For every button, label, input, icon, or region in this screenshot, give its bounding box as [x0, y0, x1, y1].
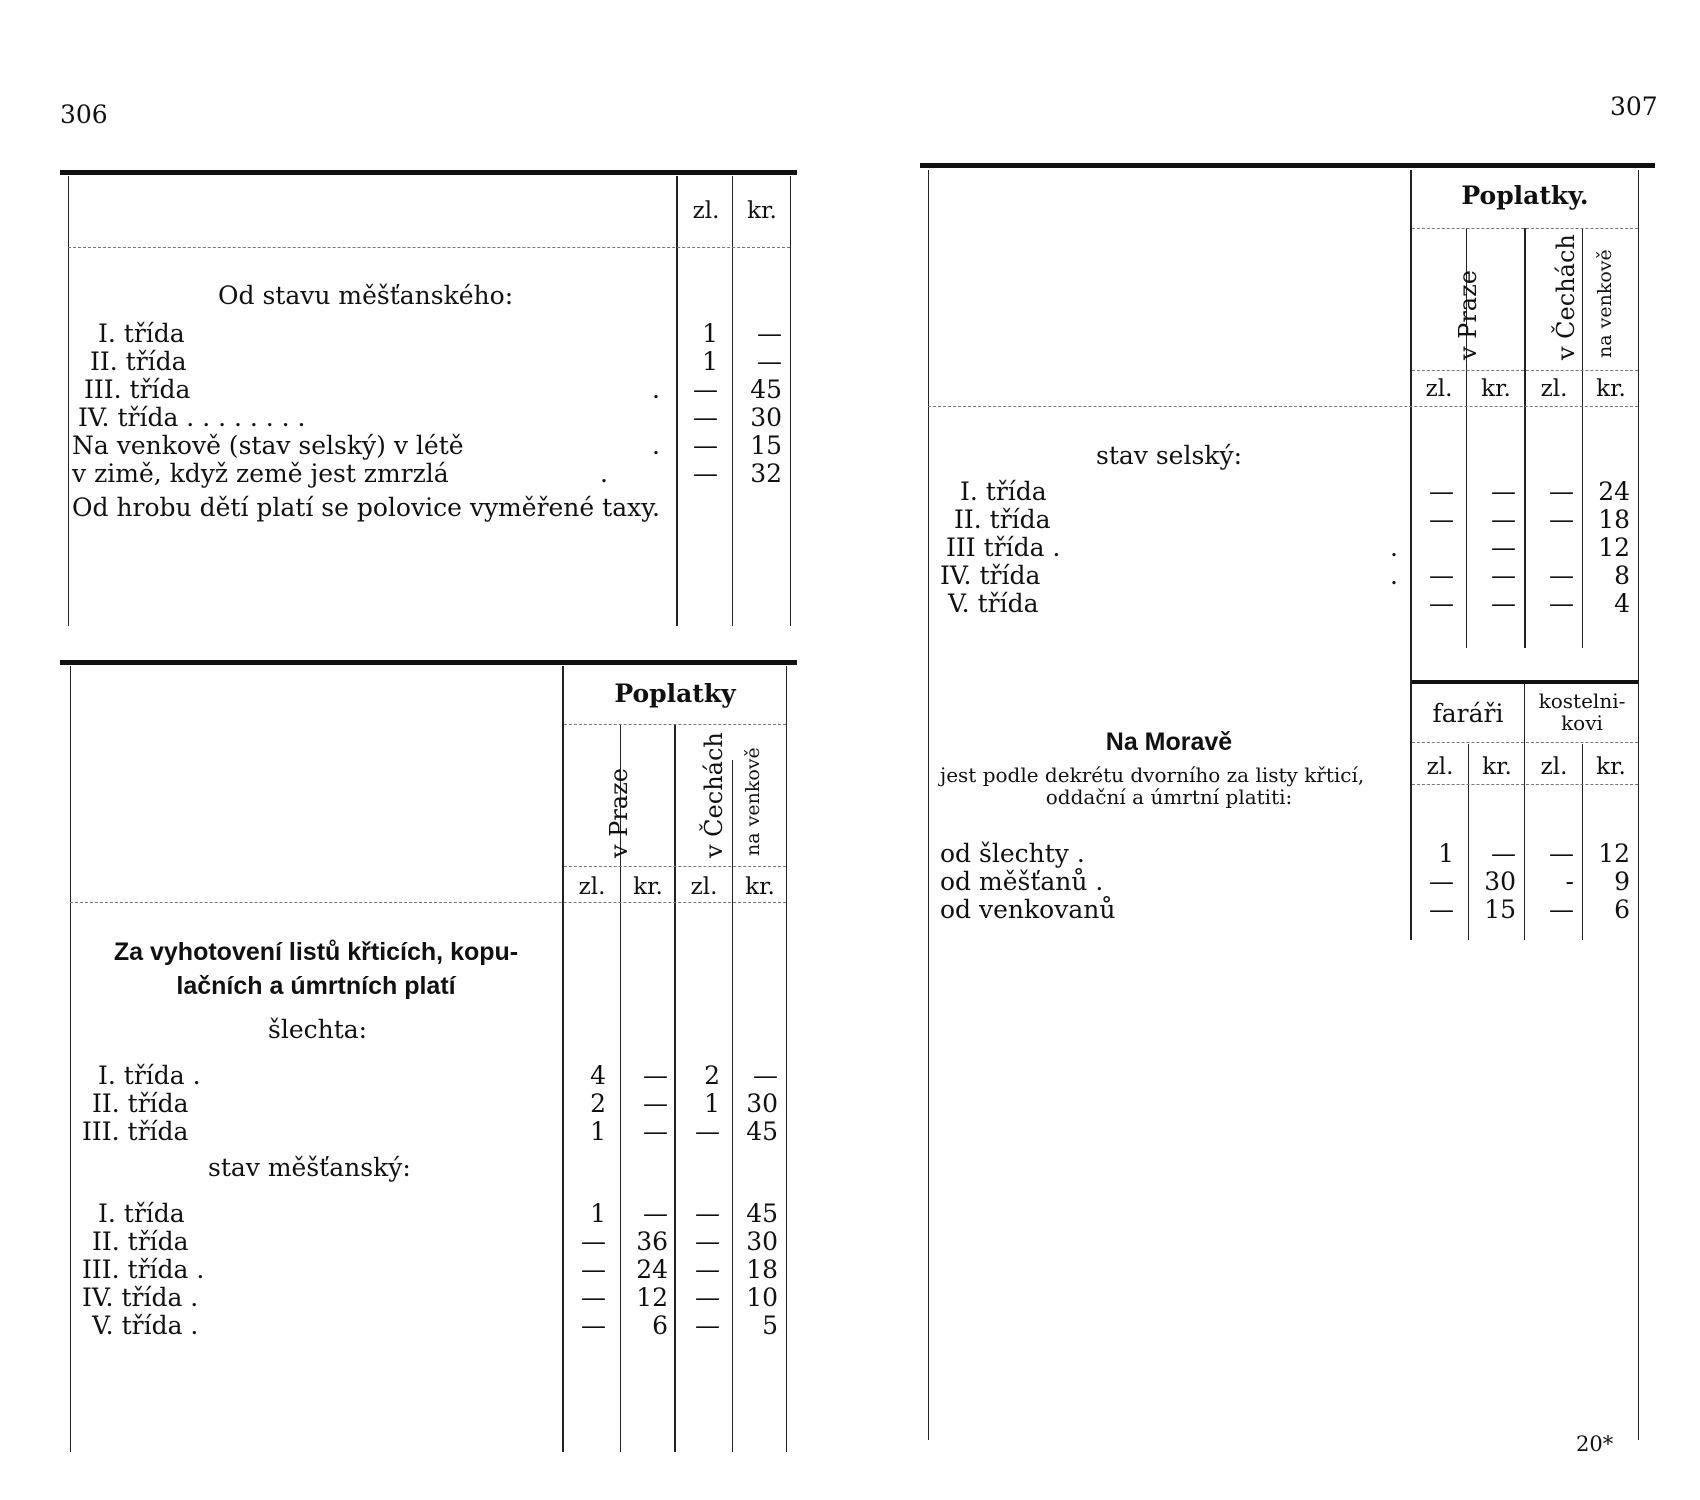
unit-kr: kr.: [1482, 754, 1512, 780]
section-heading: Od stavu měšťanského:: [218, 281, 514, 310]
unit-kr: kr.: [747, 198, 777, 224]
unit-zl: zl.: [692, 198, 720, 224]
unit-kr: kr.: [1481, 376, 1511, 402]
footnote-children: Od hrobu dětí platí se polovice vyměřené taxy.: [72, 493, 660, 522]
decree-description: oddační a úmrtní platiti:: [1045, 785, 1293, 809]
column-header-sextons: kovi: [1561, 711, 1603, 735]
section-heading: stav selský:: [1096, 441, 1242, 470]
unit-kr: kr.: [633, 874, 663, 900]
section-title: Za vyhotovení listů křticích, kopu-: [113, 938, 519, 966]
signature-mark: 20*: [1576, 1432, 1614, 1456]
unit-zl: zl.: [1540, 754, 1568, 780]
column-header-sextons: kostelni-: [1538, 689, 1626, 713]
unit-zl: zl.: [578, 874, 606, 900]
column-header-prague: v Praze: [1454, 270, 1482, 360]
unit-kr: kr.: [1596, 376, 1626, 402]
section-title-moravia: Na Moravě: [1105, 728, 1233, 756]
group-heading-nobility: šlechta:: [268, 1015, 368, 1044]
column-header-countryside: na venkově: [1594, 249, 1616, 358]
decree-description: jest podle dekrétu dvorního za listy křticí,: [940, 763, 1365, 787]
column-header-prague: v Praze: [605, 768, 633, 858]
column-header-priests: faráři: [1432, 699, 1504, 728]
page-number-right: 307: [1610, 92, 1658, 121]
unit-zl: zl.: [1540, 376, 1568, 402]
column-header-bohemia: v Čechách: [1552, 234, 1580, 360]
fees-header: Poplatky.: [1461, 181, 1589, 210]
unit-kr: kr.: [1596, 754, 1626, 780]
page-number-left: 306: [60, 100, 108, 129]
group-heading-burghers: stav měšťanský:: [208, 1153, 411, 1182]
column-header-countryside: na venkově: [742, 747, 764, 856]
unit-zl: zl.: [1426, 754, 1454, 780]
unit-zl: zl.: [690, 874, 718, 900]
column-header-bohemia: v Čechách: [700, 732, 728, 858]
fees-header: Poplatky: [614, 679, 736, 708]
unit-kr: kr.: [745, 874, 775, 900]
section-title: lačních a úmrtních platí: [176, 972, 456, 1000]
unit-zl: zl.: [1425, 376, 1453, 402]
